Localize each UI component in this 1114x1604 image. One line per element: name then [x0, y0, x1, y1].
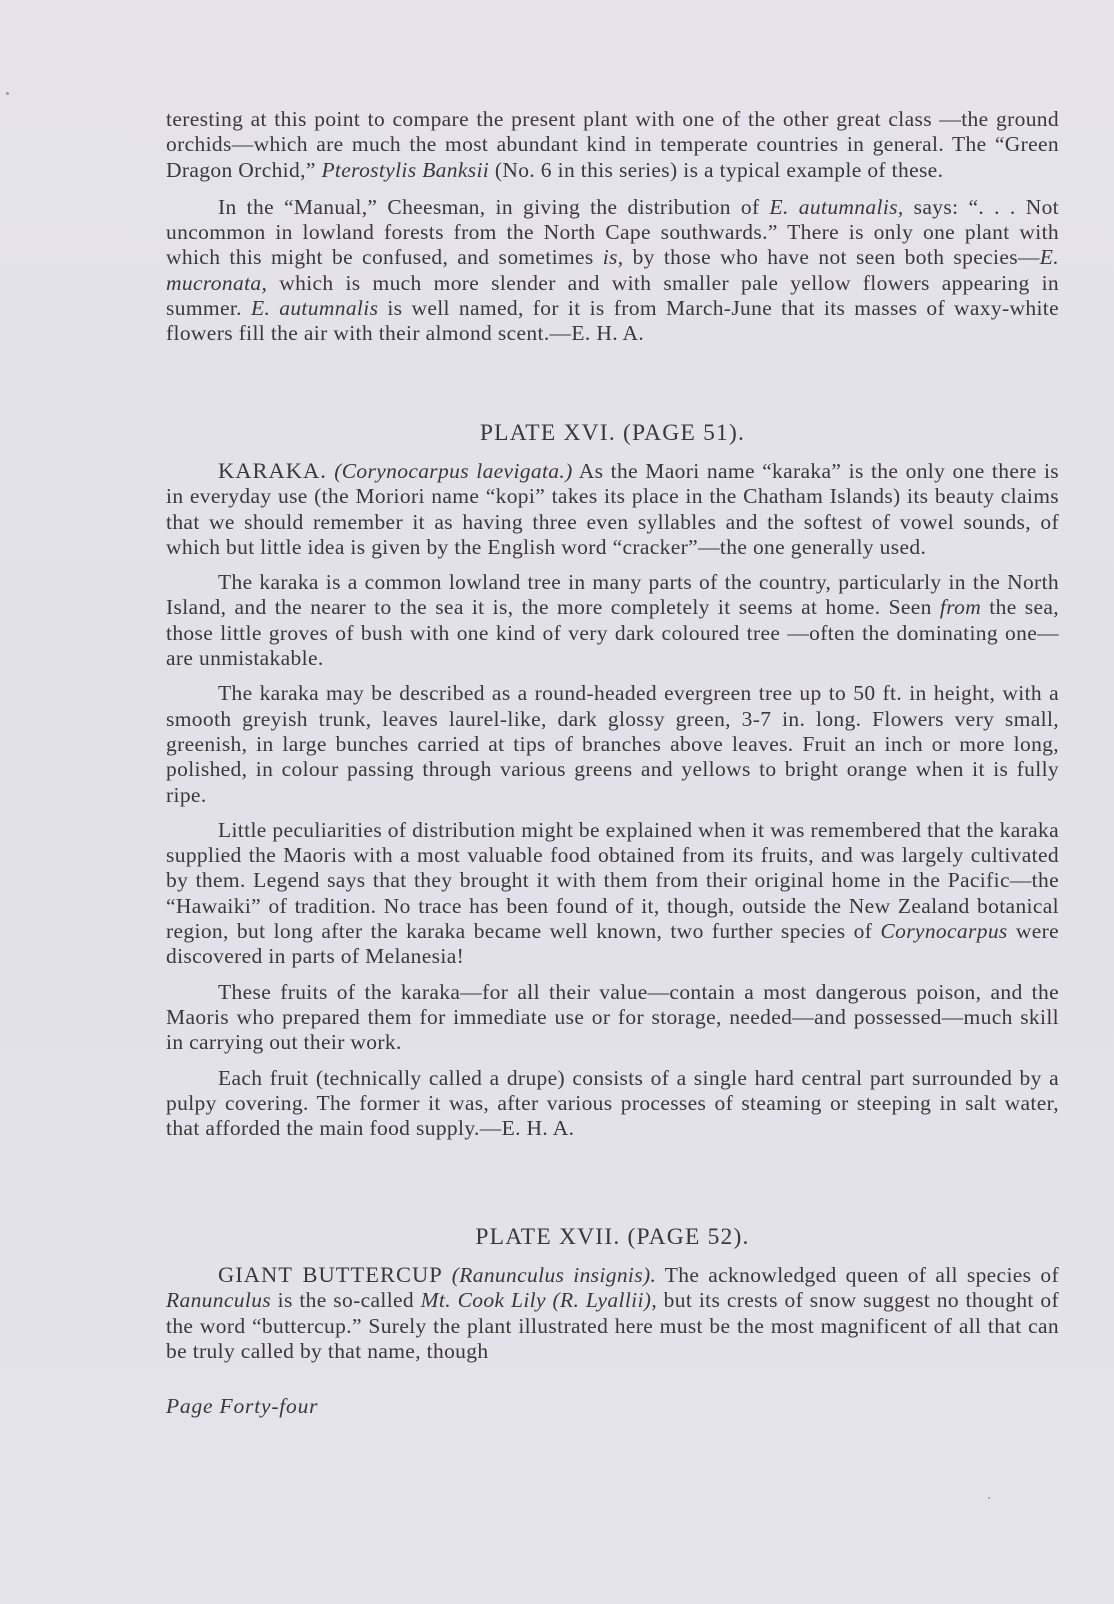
paragraph-orchids: teresting at this point to compare the present plant with one of the other great class —the ground orchids—which are much the most abundant kind in temperate countries in general. The “Green Dragon Orchid,” Pterostylis Banksii (No. 6 in this series) is a typical example of these.: [166, 107, 1059, 182]
paragraph-karaka-description: The karaka may be described as a round-headed evergreen tree up to 50 ft. in height, with a smooth greyish trunk, leaves laurel-like, dark glossy green, 3-7 in. long. Flowers very small, greenish, in large bunches carried at tips of branches above leaves. Fruit an inch or more long, polished, in colour passing through various greens and yellows to bright orange when it is fully ripe.: [166, 681, 1059, 807]
paragraph-karaka-distribution: Little peculiarities of distribution might be explained when it was remembered that the karaka supplied the Maoris with a most valuable food obtained from its fruits, and was largely cultivated by them. Legend says that they brought it with them from their original home in the Pacific—the “Hawaiki” of tradition. No trace has been found of it, though, outside the New Zealand botanical region, but long after the karaka became well known, two further species of Corynocarpus were discovered in parts of Melanesia!: [166, 817, 1059, 969]
paragraph-karaka-poison: These fruits of the karaka—for all their value—contain a most dangerous poison, and the Maoris who prepared them for immediate use or for storage, needed—and possessed—much skill in carrying out their work.: [166, 979, 1059, 1055]
page-number-footer: Page Forty-four: [166, 1394, 319, 1418]
buttercup-text: [166, 1262, 1059, 1364]
paragraph-giant-buttercup: GIANT BUTTERCUP (Ranunculus insignis). The acknowledged queen of all species of Ranunculus is the so-called Mt. Cook Lily (R. Lyallii), but its crests of snow suggest no thought of the word “buttercup.” Surely the plant illustrated here must be the most magnificent of all that can be truly called by that name, though: [166, 1262, 1059, 1363]
paper-speck: [988, 1497, 990, 1499]
heading-plate-xvii: PLATE XVII. (PAGE 52).: [475, 1224, 750, 1250]
paragraph-karaka-habitat: The karaka is a common lowland tree in many parts of the country, particularly in the North Island, and the nearer to the sea it is, the more completely it seems at home. Seen from the sea, those little groves of bush with one kind of very dark coloured tree —often the dominating one—are unmistakable.: [166, 570, 1059, 671]
species-pterostylis: Pterostylis Banksii: [321, 157, 490, 182]
paragraph-karaka-name: KARAKA. (Corynocarpus laevigata.) As the Maori name “karaka” is the only one there is in everyday use (the Moriori name “kopi” takes its place in the Chatham Islands) its beauty claims that we should remember it as having three even syllables and the softest of vowel sounds, of which but little idea is given by the English word “cracker”—the one generally used.: [166, 458, 1059, 559]
heading-plate-xvi: PLATE XVI. (PAGE 51).: [479, 420, 746, 446]
intro-text: [166, 107, 1059, 347]
paragraph-manual: In the “Manual,” Cheesman, in giving the distribution of E. autumnalis, says: “. . . Not uncommon in lowland forests from the North Cape southwards.” There is only one plant with which this might be confused, and sometimes is, by those who have not seen both species—E. mucronata, which is much more slender and with smaller pale yellow flowers appearing in summer. E. autumnalis is well named, for it is from March-June that its masses of waxy-white flowers fill the air with their almond scent.—E. H. A.: [166, 194, 1060, 346]
paper-speck: [6, 92, 9, 95]
karaka-text: [166, 458, 1059, 1141]
paragraph-karaka-drupe: Each fruit (technically called a drupe) consists of a single hard central part surrounded by a pulpy covering. The former it was, after various processes of steaming or steeping in salt water, that afforded the main food supply.—E. H. A.: [166, 1065, 1059, 1141]
